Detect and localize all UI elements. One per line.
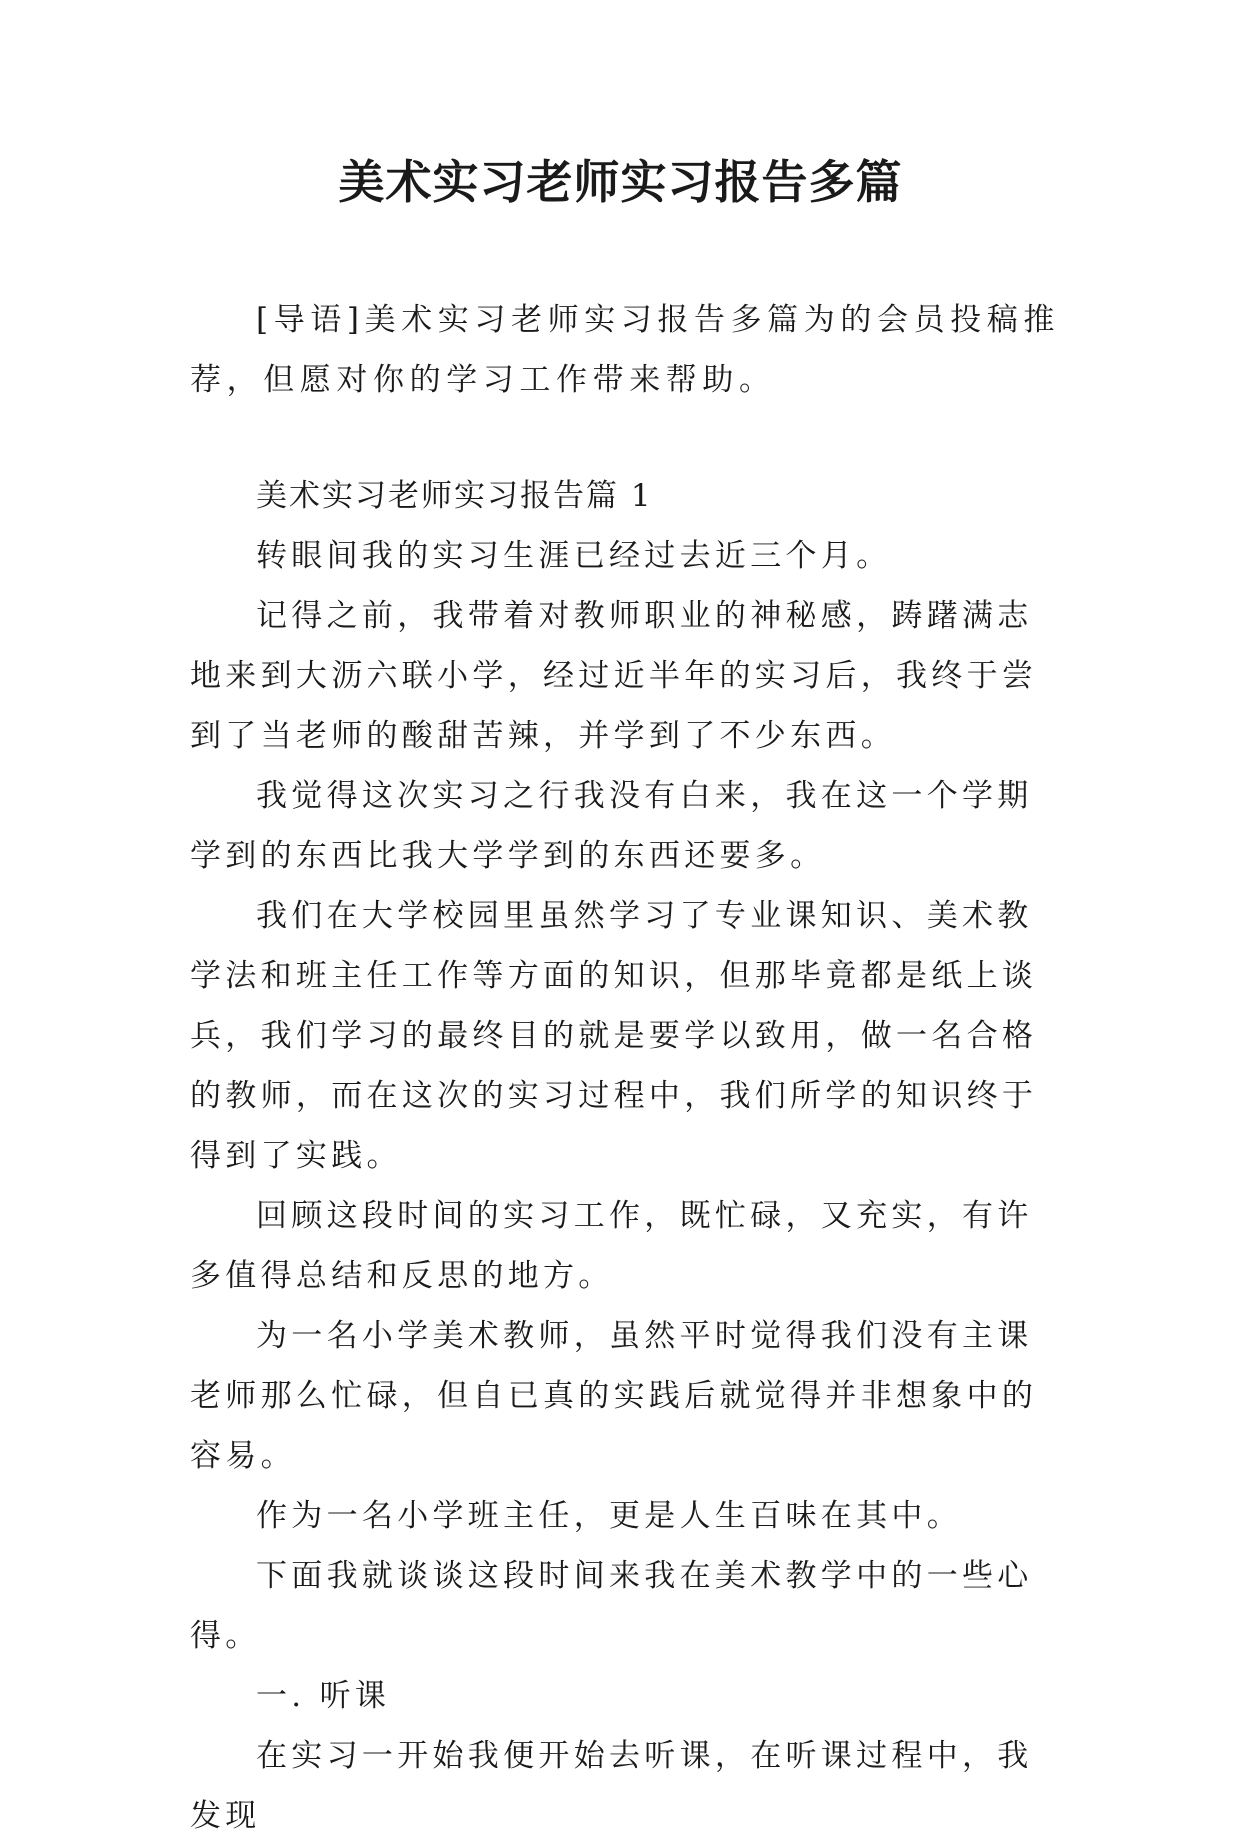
paragraph: 下面我就谈谈这段时间来我在美术教学中的一些心得。 — [190, 1558, 1033, 1654]
section-title: 美术实习老师实习报告篇 1 — [256, 478, 653, 514]
paragraph: 转眼间我的实习生涯已经过去近三个月。 — [256, 538, 892, 574]
paragraph: 在实习一开始我便开始去听课，在听课过程中，我发现 — [190, 1738, 1033, 1834]
paragraph: 我们在大学校园里虽然学习了专业课知识、美术教学法和班主任工作等方面的知识，但那毕竟都是纸上谈兵，我们学习的最终目的就是要学以致用，做一名合格的教师，而在这次的实习过程中，我们所学的知识终于得到了实践。 — [190, 898, 1038, 1174]
subheading: 一. 听课 — [256, 1678, 391, 1714]
document-title: 美术实习老师实习报告多篇 — [338, 155, 903, 209]
paragraph: 回顾这段时间的实习工作，既忙碌，又充实，有许多值得总结和反思的地方。 — [190, 1198, 1033, 1294]
paragraph: 为一名小学美术教师，虽然平时觉得我们没有主课老师那么忙碌，但自已真的实践后就觉得并非想象中的容易。 — [190, 1318, 1038, 1474]
paragraph: 记得之前，我带着对教师职业的神秘感，踌躇满志地来到大沥六联小学，经过近半年的实习后，我终于尝到了当老师的酸甜苦辣，并学到了不少东西。 — [190, 598, 1038, 754]
intro-paragraph: [导语]美术实习老师实习报告多篇为的会员投稿推荐，但愿对你的学习工作带来帮助。 — [190, 302, 1060, 398]
document-body — [190, 290, 1060, 1846]
paragraph: 我觉得这次实习之行我没有白来，我在这一个学期学到的东西比我大学学到的东西还要多。 — [190, 778, 1033, 874]
paragraph: 作为一名小学班主任，更是人生百味在其中。 — [256, 1498, 962, 1534]
spacer — [190, 410, 1060, 466]
